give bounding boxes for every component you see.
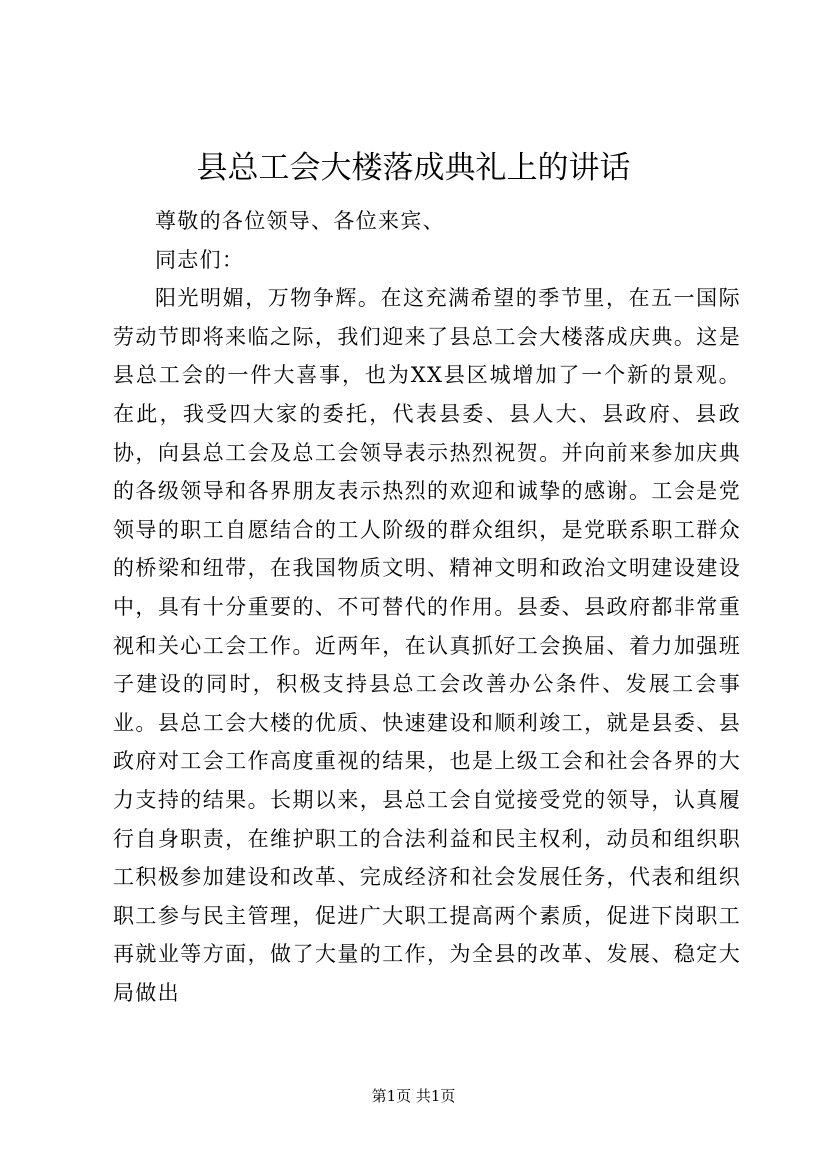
document-body — [113, 202, 741, 1012]
document-title: 县总工会大楼落成典礼上的讲话 — [196, 150, 631, 186]
page-footer: 第1页 共1页 — [371, 1087, 456, 1105]
salutation-line: 同志们： — [155, 247, 245, 272]
body-paragraph: 阳光明媚，万物争辉。在这充满希望的季节里，在五一国际劳动节即将来临之际，我们迎来了县总工会大楼落成庆典。这是县总工会的一件大喜事，也为XX县区城增加了一个新的景观。在此，我受四大家的委托，代表县委、县人大、县政府、县政协，向县总工会及总工会领导表示热烈祝贺。并向前来参加庆典的各级领导和各界朋友表示热烈的欢迎和诚挚的感谢。工会是党领导的职工自愿结合的工人阶级的群众组织，是党联系职工群众的桥梁和纽带，在我国物质文明、精神文明和政治文明建设建设中，具有十分重要的、不可替代的作用。县委、县政府都非常重视和关心工会工作。近两年，在认真抓好工会换届、着力加强班子建设的同时，积极支持县总工会改善办公条件、发展工会事业。县总工会大楼的优质、快速建设和顺利竣工，就是县委、县政府对工会工作高度重视的结果，也是上级工会和社会各界的大力支持的结果。长期以来，县总工会自觉接受党的领导，认真履行自身职责，在维护职工的合法利益和民主权利，动员和组织职工积极参加建设和改革、完成经济和社会发展任务，代表和组织职工参与民主管理，促进广大职工提高两个素质，促进下岗职工再就业等方面，做了大量的工作，为全县的改革、发展、稳定大局做出 — [113, 286, 741, 1005]
salutation-line: 尊敬的各位领导、各位来宾、 — [155, 209, 445, 233]
